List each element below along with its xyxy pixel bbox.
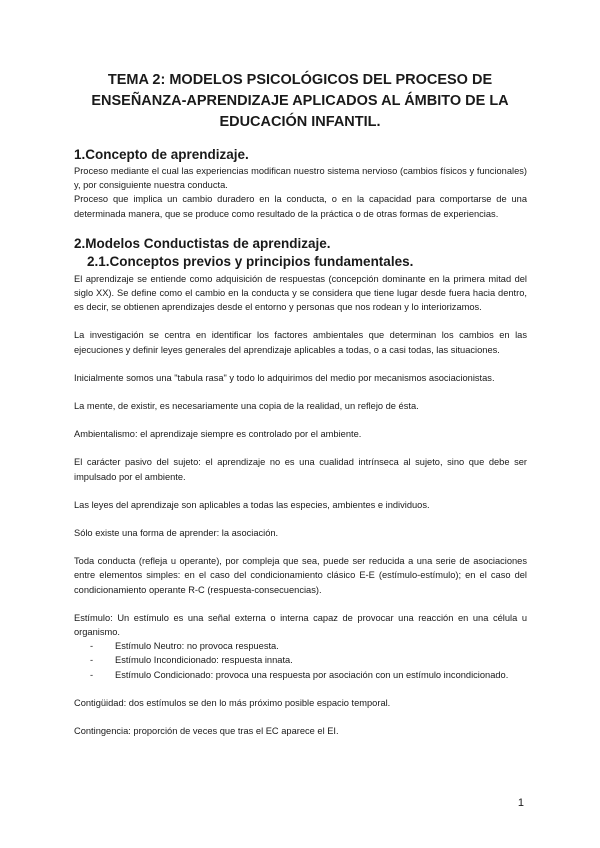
section-2-1-heading: 2.1.Conceptos previos y principios fundamentales. <box>87 253 414 269</box>
bullet-dash: - <box>90 655 94 666</box>
paragraph-learning-definition: El aprendizaje se entiende como adquisición de respuestas (concepción dominante en la primera mitad del siglo XX). Se define como el cambio en la conducta y se considera que tiene lugar desde fuera hacia dentro, es decir, se obtienen aprendizajes desde el entorno y personas que nos rodean y lo interiorizamos. <box>74 273 527 313</box>
list-item-text: Estímulo Neutro: no provoca respuesta. <box>115 641 279 652</box>
bullet-dash: - <box>90 669 94 680</box>
section-1-heading: 1.Concepto de aprendizaje. <box>74 147 249 162</box>
list-item <box>74 639 527 653</box>
paragraph-tabula-rasa: Inicialmente somos una "tabula rasa" y todo lo adquirimos del medio por mecanismos asociacionistas. <box>74 372 495 383</box>
list-item-text: Estímulo Condicionado: provoca una respuesta por asociación con un estímulo incondicionado. <box>115 669 509 680</box>
list-item <box>74 653 527 667</box>
paragraph-contingency: Contingencia: proporción de veces que tras el EC aparece el EI. <box>74 726 339 737</box>
section-1-paragraph-2: Proceso que implica un cambio duradero en la conducta, o en la capacidad para comportarse de una determinada manera, que se produce como resultado de la práctica o de otras formas de experiencias. <box>74 194 527 219</box>
title-line-2: ENSEÑANZA-APRENDIZAJE APLICADOS AL ÁMBITO DE LA <box>91 93 509 109</box>
paragraph-learning-laws: Las leyes del aprendizaje son aplicables a todas las especies, ambientes e individuos. <box>74 499 430 510</box>
document-body <box>74 146 527 738</box>
section-1-paragraph-1: Proceso mediante el cual las experiencias modifican nuestro sistema nervioso (cambios físicos y funcionales) y, por consiguiente nuestra conducta. <box>74 166 527 191</box>
list-item <box>74 668 527 682</box>
paragraph-conduct-reduction: Toda conducta (refleja u operante), por compleja que sea, puede ser reducida a una serie de asociaciones entre elementos simples: en el caso del condicionamiento clásico E-E (estímulo-estímulo); en el caso del condicionamiento operante R-C (respuesta-consecuencias). <box>74 556 527 595</box>
paragraph-mind-copy: La mente, de existir, es necesariamente una copia de la realidad, un reflejo de ésta. <box>74 401 419 412</box>
title-line-3: EDUCACIÓN INFANTIL. <box>219 114 381 130</box>
paragraph-stimulus: Estímulo: Un estímulo es una señal externa o interna capaz de provocar una reacción en una célula u organismo. <box>74 612 527 638</box>
title-line-1: TEMA 2: MODELOS PSICOLÓGICOS DEL PROCESO DE <box>107 72 493 88</box>
bullet-dash: - <box>90 641 94 652</box>
stimulus-list <box>74 639 527 682</box>
paragraph-contiguity: Contigüidad: dos estímulos se den lo más próximo posible espacio temporal. <box>74 697 391 708</box>
list-item-text: Estímulo Incondicionado: respuesta innata. <box>115 655 293 666</box>
paragraph-passive-subject: El carácter pasivo del sujeto: el aprendizaje no es una cualidad intrínseca al sujeto, sino que debe ser impulsado por el ambiente. <box>74 457 527 482</box>
page-number: 1 <box>517 797 524 809</box>
section-2-heading: 2.Modelos Conductistas de aprendizaje. <box>74 235 331 251</box>
paragraph-research-focus: La investigación se centra en identificar los factores ambientales que determinan los cambios en las ejecuciones y definir leyes generales del aprendizaje aplicables a todas, o a casi todas, las situaciones. <box>74 330 527 355</box>
paragraph-association: Sólo existe una forma de aprender: la asociación. <box>74 528 279 539</box>
paragraph-ambientalism: Ambientalismo: el aprendizaje siempre es controlado por el ambiente. <box>74 429 362 440</box>
document-title <box>60 70 540 133</box>
